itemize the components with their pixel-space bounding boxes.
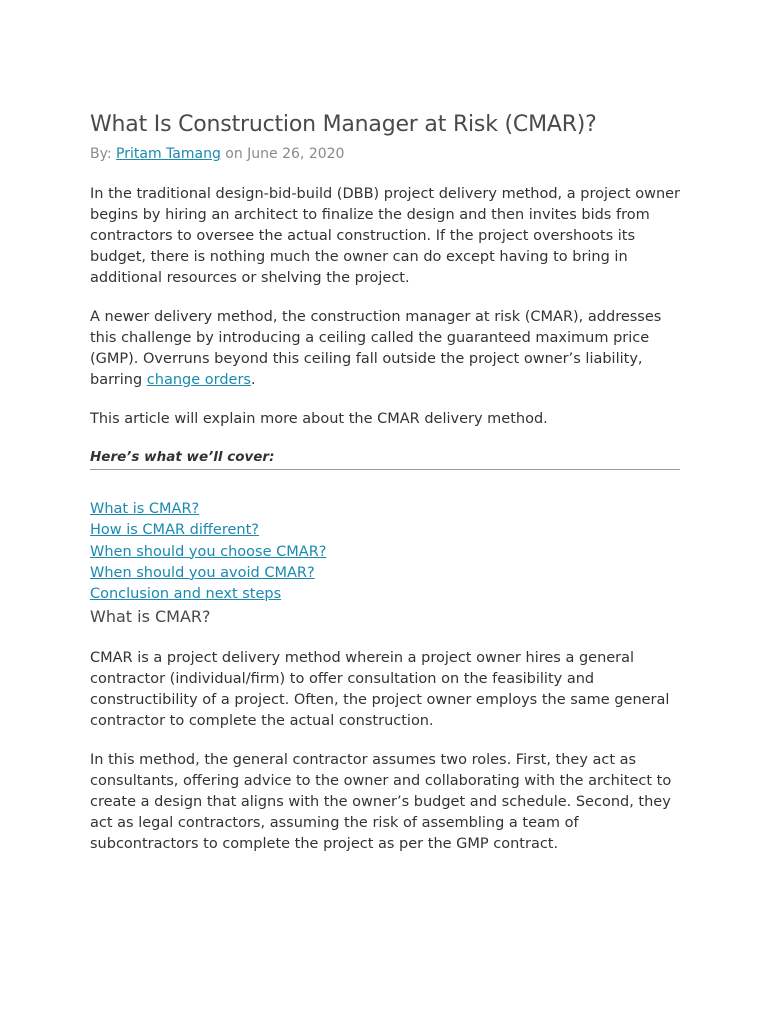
toc-item — [90, 563, 680, 584]
article-content — [90, 110, 680, 855]
article-scope-paragraph: This article will explain more about the CMAR delivery method. — [90, 411, 548, 427]
author-link[interactable]: Pritam Tamang — [116, 146, 221, 162]
change-orders-link[interactable]: change orders — [146, 372, 251, 388]
toc-item — [90, 520, 680, 541]
toc-link-what-is-cmar[interactable]: What is CMAR? — [90, 501, 200, 517]
cmar-intro-paragraph — [90, 307, 680, 391]
toc-link-when-choose[interactable]: When should you choose CMAR? — [90, 543, 327, 560]
cmar-definition-paragraph: CMAR is a project delivery method wherein a project owner hires a general contractor (individual/firm) to offer consultation on the feasibility and constructibility of a project. Often, the project owner employs the same general contractor to complete the actual construction. — [90, 650, 670, 730]
toc-heading: Here’s what we’ll cover: — [90, 447, 680, 470]
cmar-intro-end: . — [251, 372, 256, 388]
byline-date: on June 26, 2020 — [220, 146, 345, 162]
toc-item — [90, 499, 680, 520]
section-title-what-is-cmar: What is CMAR? — [90, 607, 211, 627]
cmar-intro-text: A newer delivery method, the construction manager at risk (CMAR), addresses this challenge by introducing a ceiling called the guaranteed maximum price (GMP). Overruns beyond this ceiling fall outside the project owner’s liability, barring — [90, 309, 662, 388]
intro-paragraph: In the traditional design-bid-build (DBB) project delivery method, a project owner begins by hiring an architect to finalize the design and then invites bids from contractors to oversee the actual construction. If the project overshoots its budget, there is nothing much the owner can do except having to bring in additional resources or shelving the project. — [90, 186, 681, 286]
toc-item — [90, 542, 680, 563]
article-title: What Is Construction Manager at Risk (CMAR)? — [90, 112, 597, 137]
byline-prefix: By: — [90, 146, 117, 162]
toc-link-conclusion[interactable]: Conclusion and next steps — [90, 586, 282, 603]
toc-link-how-different[interactable]: How is CMAR different? — [90, 522, 259, 539]
byline — [90, 144, 680, 164]
table-of-contents — [90, 499, 680, 605]
toc-link-when-avoid[interactable]: When should you avoid CMAR? — [90, 564, 315, 581]
toc-item — [90, 584, 680, 605]
contractor-roles-paragraph: In this method, the general contractor assumes two roles. First, they act as consultants, offering advice to the owner and collaborating with the architect to create a design that aligns with the owner’s budget and schedule. Second, they act as legal contractors, assuming the risk of assembling a team of subcontractors to complete the project as per the GMP contract. — [90, 752, 672, 853]
